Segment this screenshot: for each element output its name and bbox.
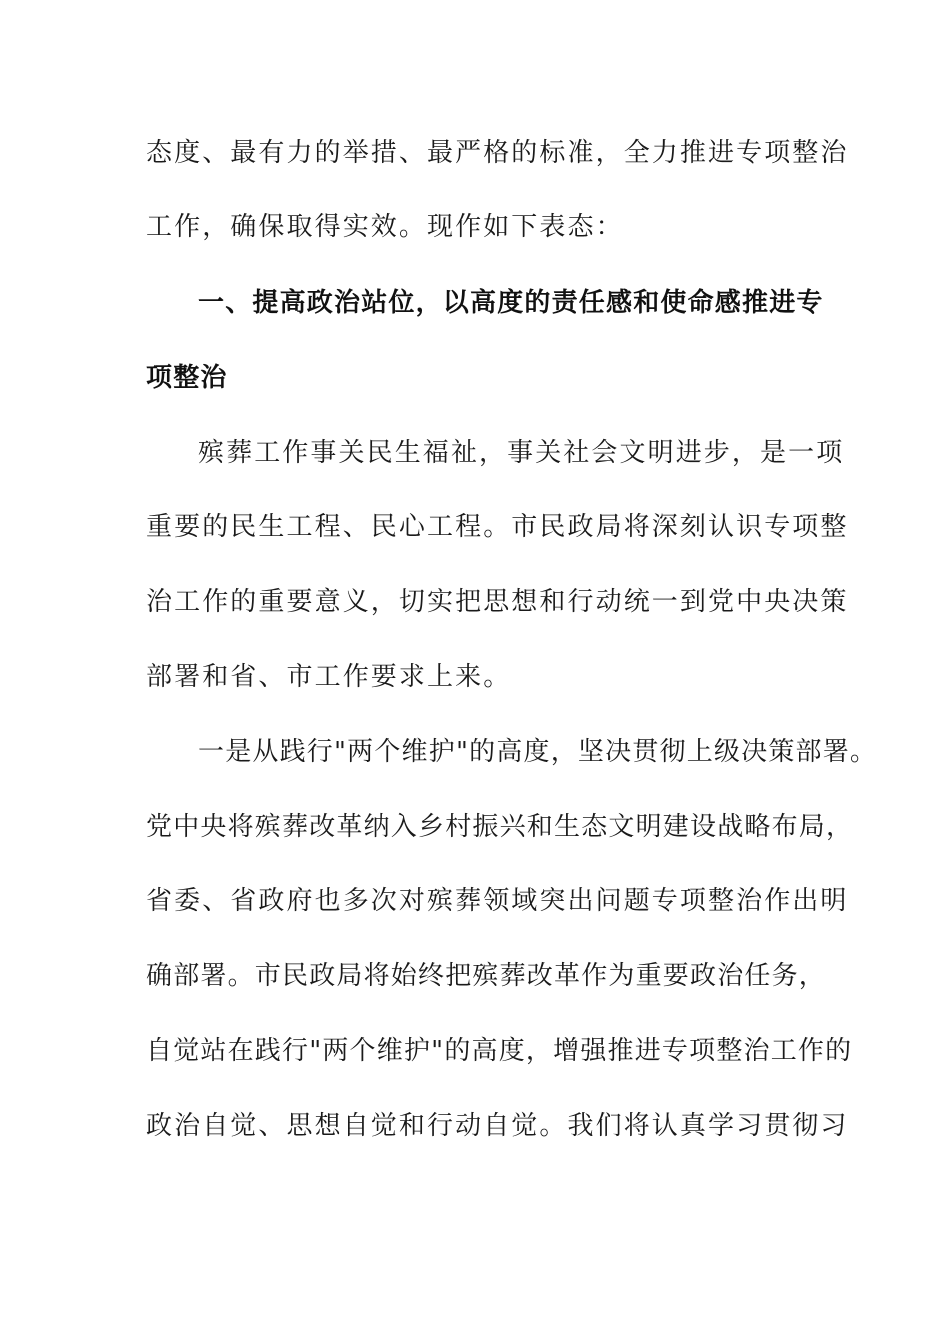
- body-line-1: 态度、最有力的举措、最严格的标准，全力推进专项整治: [146, 138, 849, 168]
- body-line-8: 部署和省、市工作要求上来。: [146, 662, 512, 692]
- body-line-5: 殡葬工作事关民生福祉，事关社会文明进步，是一项: [198, 438, 845, 468]
- body-line-6: 重要的民生工程、民心工程。市民政局将深刻认识专项整: [146, 512, 849, 542]
- section-heading-1-continued: 项整治: [146, 363, 228, 393]
- body-line-11: 省委、省政府也多次对殡葬领域突出问题专项整治作出明: [146, 886, 849, 916]
- body-line-12: 确部署。市民政局将始终把殡葬改革作为重要政治任务，: [146, 961, 827, 991]
- section-heading-1: 一、提高政治站位，以高度的责任感和使命感推进专: [198, 288, 824, 318]
- body-line-9: 一是从践行"两个维护"的高度，坚决贯彻上级决策部署。: [198, 737, 878, 767]
- body-line-14: 政治自觉、思想自觉和行动自觉。我们将认真学习贯彻习: [146, 1111, 849, 1141]
- body-line-7: 治工作的重要意义，切实把思想和行动统一到党中央决策: [146, 587, 849, 617]
- body-line-13: 自觉站在践行"两个维护"的高度，增强推进专项整治工作的: [146, 1036, 853, 1066]
- body-line-10: 党中央将殡葬改革纳入乡村振兴和生态文明建设战略布局，: [146, 812, 854, 842]
- body-line-2: 工作，确保取得实效。现作如下表态：: [146, 212, 624, 242]
